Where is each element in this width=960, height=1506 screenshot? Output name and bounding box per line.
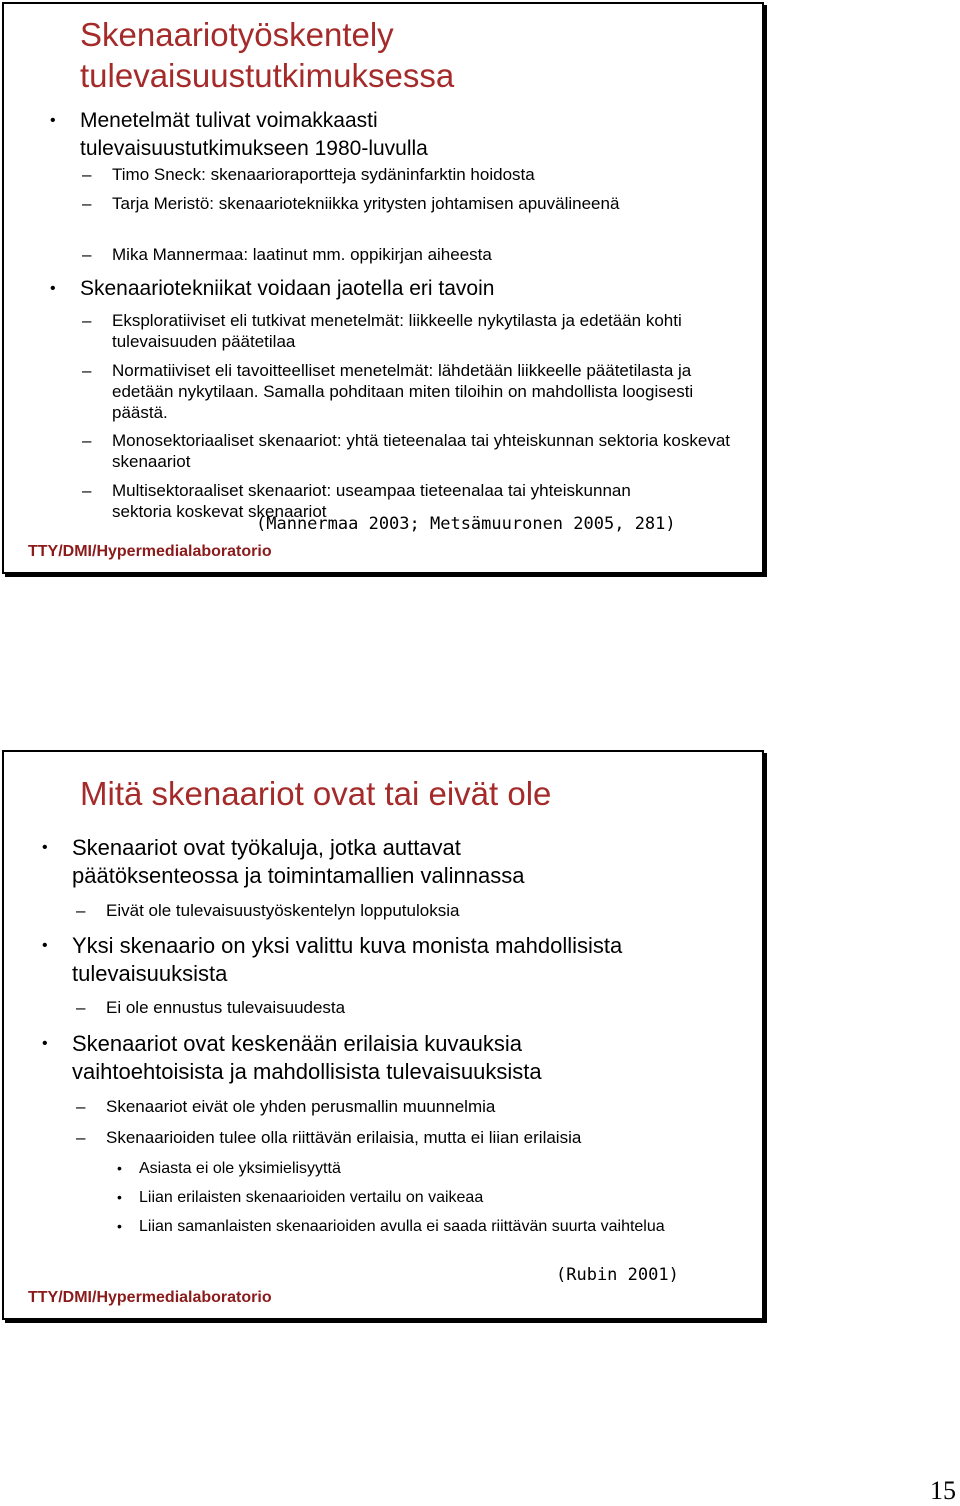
- sub-sub-bullet-item: • Liian erilaisten skenaarioiden vertailu on vaikeaa: [139, 1187, 739, 1208]
- sub-bullet-item: – Eivät ole tulevaisuustyöskentelyn lopputuloksia: [106, 900, 726, 921]
- sub-bullet-item: – Normatiiviset eli tavoitteelliset menetelmät: lähdetään liikkeelle päätetilasta ja edetään nykytilaan. Samalla pohditaan miten tiloihin on mahdollista loogisesti päästä.: [112, 360, 732, 423]
- page-number: 15: [930, 1476, 956, 1505]
- bullet-item: • Skenaariot ovat keskenään erilaisia kuvauksia vaihtoehtoisista ja mahdollisista tulevaisuuksista: [72, 1030, 672, 1086]
- sub-bullet-item: – Multisektoraaliset skenaariot: useampaa tieteenalaa tai yhteiskunnan sektoria koskevat skenaariot: [112, 480, 672, 522]
- sub-bullet-item: – Timo Sneck: skenaarioraportteja sydäninfarktin hoidosta: [112, 164, 732, 185]
- sub-bullet-item: – Skenaariot eivät ole yhden perusmallin muunnelmia: [106, 1096, 746, 1117]
- bullet-item: • Yksi skenaario on yksi valittu kuva monista mahdollisista tulevaisuuksista: [72, 932, 732, 988]
- footer-label: TTY/DMI/Hypermedialaboratorio: [28, 1289, 272, 1306]
- citation: (Rubin 2001): [556, 1265, 679, 1285]
- sub-bullet-item: – Eksploratiiviset eli tutkivat menetelmät: liikkeelle nykytilasta ja edetään kohti tulevaisuuden päätetilaa: [112, 310, 732, 352]
- citation: (Mannermaa 2003; Metsämuuronen 2005, 281): [256, 514, 676, 534]
- slide-2: [2, 750, 764, 1320]
- sub-bullet-item: – Tarja Meristö: skenaariotekniikka yritysten johtamisen apuvälineenä: [112, 193, 732, 214]
- bullet-item: • Menetelmät tulivat voimakkaasti tulevaisuustutkimukseen 1980-luvulla: [80, 107, 580, 163]
- slide-title: Skenaariotyöskentely tulevaisuustutkimuksessa: [80, 16, 455, 94]
- slide-1: [2, 2, 764, 574]
- sub-bullet-item: – Skenaarioiden tulee olla riittävän erilaisia, mutta ei liian erilaisia: [106, 1127, 746, 1148]
- sub-bullet-item: – Mika Mannermaa: laatinut mm. oppikirjan aiheesta: [112, 244, 732, 265]
- sub-sub-bullet-item: • Liian samanlaisten skenaarioiden avulla ei saada riittävän suurta vaihtelua: [139, 1216, 699, 1237]
- bullet-item: • Skenaariot ovat työkaluja, jotka auttavat päätöksenteossa ja toimintamallien valinnassa: [72, 834, 632, 890]
- bullet-item: • Skenaariotekniikat voidaan jaotella eri tavoin: [80, 275, 720, 303]
- footer-label: TTY/DMI/Hypermedialaboratorio: [28, 543, 272, 560]
- slide-title: Mitä skenaariot ovat tai eivät ole: [80, 775, 552, 812]
- sub-bullet-item: – Monosektoriaaliset skenaariot: yhtä tieteenalaa tai yhteiskunnan sektoria koskevat skenaariot: [112, 430, 732, 472]
- sub-bullet-item: – Ei ole ennustus tulevaisuudesta: [106, 997, 726, 1018]
- sub-sub-bullet-item: • Asiasta ei ole yksimielisyyttä: [139, 1158, 739, 1179]
